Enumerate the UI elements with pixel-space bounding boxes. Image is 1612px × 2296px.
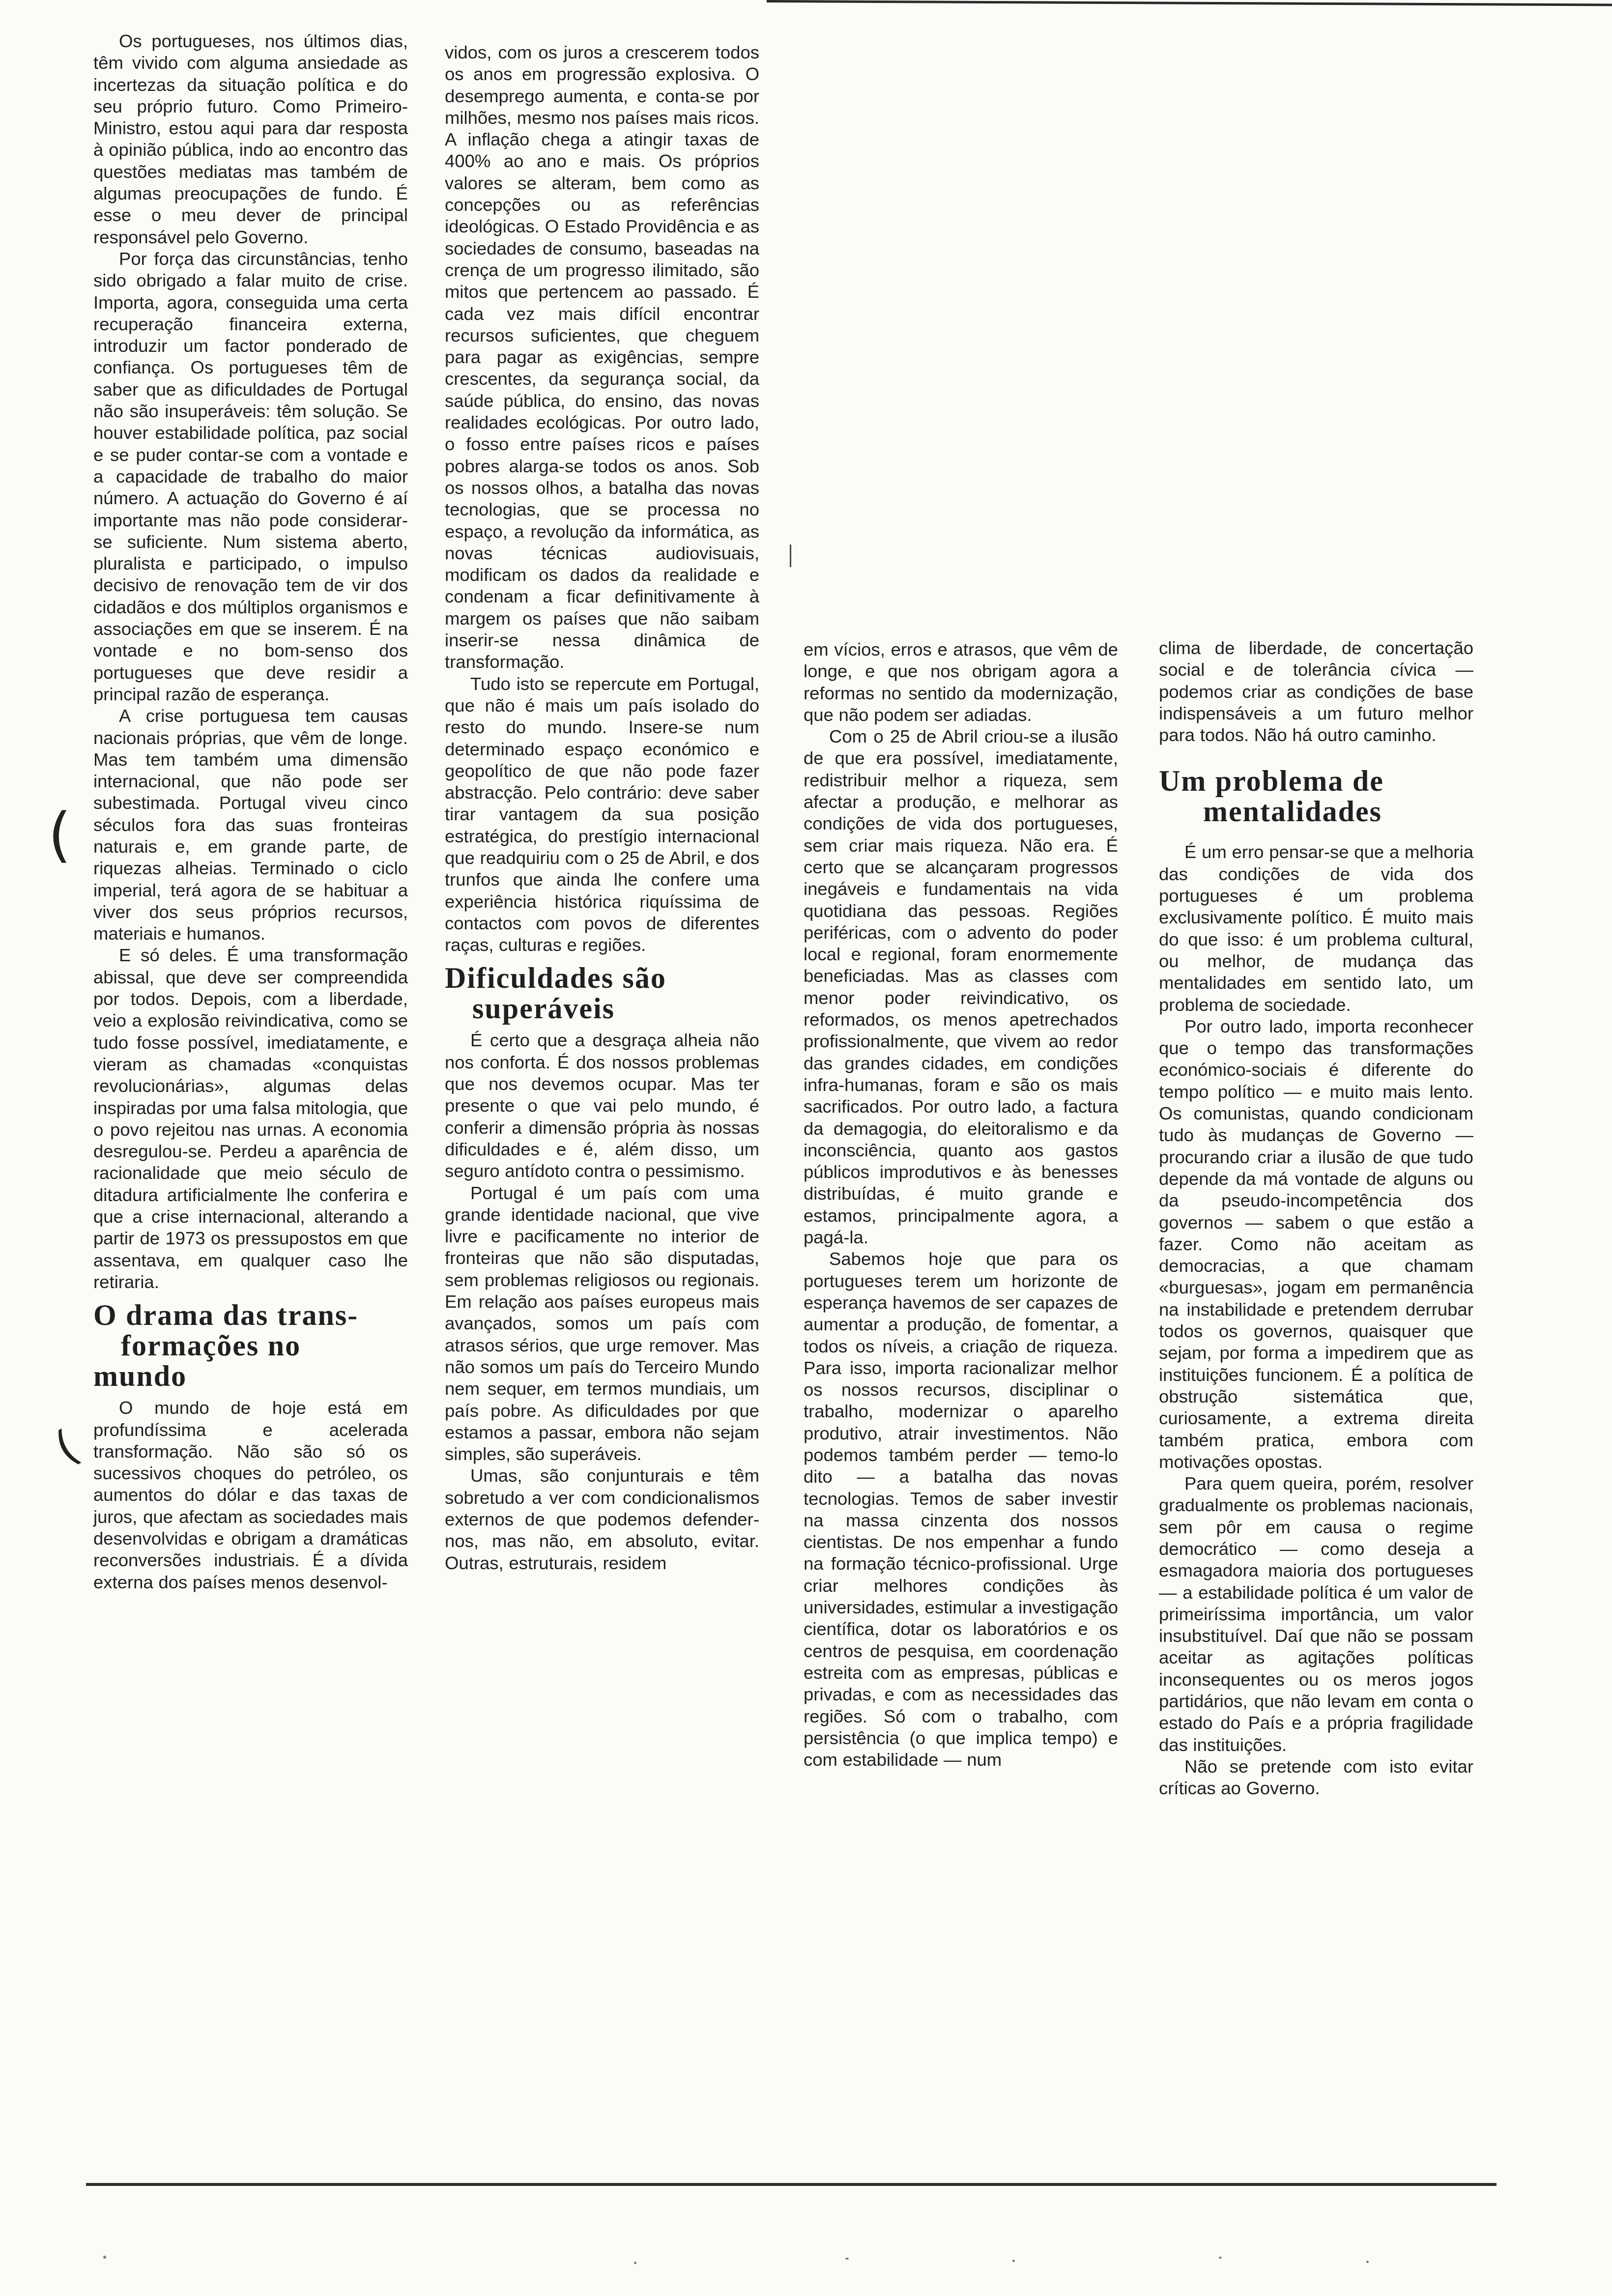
paragraph-continuation: vidos, com os juros a crescerem todos os anos em progressão explosiva. O desemprego aumenta, e conta-se por milhões, mesmo nos países mais ricos. A inflação chega a atingir taxas de 400% ao ano e mais. Os próprios valores se alteram, bem como as concepções ou as referências ideológicas. O Estado Providência e as sociedades de consumo, baseadas na crença de um progresso ilimitado, são mitos que pertencem ao passado. É cada vez mais difícil encontrar recursos suficientes, que cheguem para pagar as exigências, sempre crescentes, da segurança social, da saúde pública, do ensino, das novas realidades ecológicas. Por outro lado, o fosso entre países ricos e países pobres alarga-se todos os anos. Sob os nossos olhos, a batalha das novas tecnologias, que se processa no espaço, a revolução da informática, as novas técnicas audiovisuais, modificam os dados da realidade e condenam a ficar definitivamente à margem os países que não saibam inserir-se nessa dinâmica de transformação. (445, 42, 759, 672)
paragraph: Portugal é um país com uma grande identidade nacional, que vive livre e pacificamente no interior de fronteiras que não são disputadas, sem problemas religiosos ou regionais. Em relação aos países europeus mais avançados, somos um país com atrasos sérios, que urge remover. Mas não somos um país do Terceiro Mundo nem sequer, em termos mundiais, um país pobre. As dificuldades por que estamos a passar, embora não sejam simples, são superáveis. (445, 1182, 759, 1464)
scan-speck (845, 2258, 849, 2260)
subheading-line: formações no (121, 1329, 301, 1362)
subheading-line: mundo (93, 1360, 187, 1393)
article-column-3 (804, 639, 1118, 1771)
article-column-2 (445, 42, 759, 1574)
paragraph: A crise portuguesa tem causas nacionais próprias, que vêm de longe. Mas tem também uma dimensão internacional, que não pode ser subestimada. Portugal viveu cinco séculos fora das suas fronteiras naturais e, em grande parte, de riquezas alheias. Terminado o ciclo imperial, terá agora de se habituar a viver dos seus próprios recursos, materiais e humanos. (93, 706, 408, 944)
paragraph: Por força das circunstâncias, tenho sido obrigado a falar muito de crise. Importa, agora, conseguida uma certa recuperação financeira externa, introduzir um factor ponderado de confiança. Os portugueses têm de saber que as dificuldades de Portugal não são insuperáveis: têm solução. Se houver estabilidade política, paz social e se puder contar-se com a vontade e a capacidade de trabalho do maior número. A actuação do Governo é aí importante mas não pode considerar-se suficiente. Num sistema aberto, pluralista e participado, o impulso decisivo de renovação tem de vir dos cidadãos e dos múltiplos organismos e associações em que se inserem. É na vontade e no bom-senso dos portugueses que deve residir a principal razão de esperança. (93, 248, 408, 704)
subheading-problema-mentalidades (1159, 766, 1473, 827)
top-page-rule (767, 0, 1612, 6)
scan-speck (103, 2256, 106, 2259)
paragraph: Tudo isto se repercute em Portugal, que não é mais um país isolado do resto do mundo. Insere-se num determinado espaço económico e geopolítico de que não pode fazer abstracção. Pelo contrário: deve saber tirar vantagem da sua posição estratégica, do prestígio internacional que readquiriu com o 25 de Abril, e dos trunfos que ainda lhe confere uma experiência histórica riquíssima de contactos com povos de diferentes raças, culturas e regiões. (445, 673, 759, 955)
paragraph: O mundo de hoje está em profundíssima e acelerada transformação. Não são só os sucessivos choques do petróleo, os aumentos do dólar e das taxas de juros, que afectam as sociedades mais desenvolvidas e obrigam a dramáticas reconversões industriais. É a dívida externa dos países menos desenvol- (93, 1398, 408, 1592)
subheading-line: superáveis (472, 992, 615, 1025)
article-column-1 (93, 30, 408, 1593)
paragraph: E só deles. É uma transformação abissal, que deve ser compreendida por todos. Depois, com a liberdade, veio a explosão reivindicativa, como se tudo fosse possível, imediatamente, e vieram as chamadas «conquistas revolucionárias», algumas delas inspiradas por uma falsa mitologia, que o povo rejeitou nas urnas. A economia desregulou-se. Perdeu a aparência de racionalidade que meio século de ditadura artificialmente lhe conferira e que a crise internacional, alterando a partir de 1973 os pressupostos em que assentava, em qualquer caso lhe retiraria. (93, 945, 408, 1292)
paragraph: É certo que a desgraça alheia não nos conforta. É dos nossos problemas que nos devemos ocupar. Mas ter presente o que vai pelo mundo, é conferir a dimensão própria às nossas dificuldades e é, além disso, um seguro antídoto contra o pessimismo. (445, 1030, 759, 1181)
paragraph: Para quem queira, porém, resolver gradualmente os problemas nacionais, sem pôr em causa o regime democrático — como deseja a esmagadora maioria dos portugueses — a estabilidade política é um valor de primeiríssima importância, um valor insubstituível. Daí que não se possam aceitar as agitações políticas inconsequentes ou os meros jogos partidários, que não levam em conta o estado do País e a própria fragilidade das instituições. (1159, 1473, 1473, 1755)
scan-speck (1366, 2261, 1369, 2263)
scan-speck (634, 2262, 636, 2264)
subheading-drama-transformacoes (93, 1300, 408, 1391)
bottom-page-rule (86, 2183, 1497, 2186)
paragraph: Com o 25 de Abril criou-se a ilusão de que era possível, imediatamente, redistribuir melhor a riqueza, sem afectar a produção, e melhorar as condições de vida dos portugueses, sem criar mais riqueza. Não era. É certo que se alcançaram progressos inegáveis e fundamentais na vida quotidiana das pessoas. Regiões periféricas, com o advento do poder local e regional, foram enormemente beneficiadas. Mas as classes com menor poder reivindicativo, os reformados, os menos apetrechados profissionalmente, que vivem ao redor das grandes cidades, em condições infra-humanas, foram e são os mais sacrificados. Por outro lado, a factura da demagogia, do eleitoralismo e da inconsciência, quanto aos gastos públicos improdutivos e às benesses distribuídas, é muito grande e estamos, principalmente agora, a pagá-la. (804, 726, 1118, 1248)
hole-punch-mark-icon: ( (46, 1420, 87, 1474)
subheading-line: Um problema de (1159, 765, 1384, 798)
paragraph: Por outro lado, importa reconhecer que o tempo das transformações económico-sociais é diferente do tempo político — e muito mais lento. Os comunistas, quando condicionam tudo às mudanças de Governo — procurando criar a ilusão de que tudo depende da má vontade de alguns ou da pseudo-incompetência dos governos — sabem o que estão a fazer. Como não aceitam as democracias, a que chamam «burguesas», jogam em permanência na instabilidade e pretendem derrubar todos os governos, quaisquer que sejam, por forma a impedirem que as instituições funcionem. É a política de obstrução sistemática que, curiosamente, a extrema direita também pratica, embora com motivações opostas. (1159, 1016, 1473, 1472)
scan-noise (0, 2251, 1612, 2280)
subheading-line: O drama das trans- (93, 1299, 359, 1332)
article-column-4 (1159, 637, 1473, 1800)
scan-speck (1219, 2257, 1222, 2259)
paragraph: É um erro pensar-se que a melhoria das condições de vida dos portugueses é um problema exclusivamente político. É muito mais do que isso: é um problema cultural, ou melhor, de mudança das mentalidades em sentido lato, um problema de sociedade. (1159, 842, 1473, 1015)
subheading-line: mentalidades (1203, 795, 1382, 828)
subheading-dificuldades-superaveis (445, 963, 759, 1024)
paragraph-continuation: em vícios, erros e atrasos, que vêm de longe, e que nos obrigam agora a reformas no sentido da modernização, que não podem ser adiadas. (804, 639, 1118, 725)
scan-tick-mark (790, 545, 791, 567)
paragraph: Os portugueses, nos últimos dias, têm vivido com alguma ansiedade as incertezas da situação política e do seu próprio futuro. Como Primeiro-Ministro, estou aqui para dar resposta à opinião pública, indo ao encontro das questões mediatas mas também de algumas preocupações de fundo. É esse o meu dever de principal responsável pelo Governo. (93, 31, 408, 247)
scan-speck (1012, 2260, 1015, 2262)
paragraph: Sabemos hoje que para os portugueses terem um horizonte de esperança havemos de ser capazes de aumentar a produção, de fomentar, a todos os níveis, a criação de riqueza. Para isso, importa racionalizar melhor os nossos recursos, disciplinar o trabalho, modernizar o aparelho produtivo, atrair investimentos. Não podemos também perder — temo-lo dito — a batalha das novas tecnologias. Temos de saber investir na massa cinzenta dos nossos cientistas. De nos empenhar a fundo na formação técnico-profissional. Urge criar melhores condições às universidades, estimular a investigação científica, dotar os laboratórios e os centros de pesquisa, em coordenação estreita com as empresas, públicas e privadas, e com as necessidades das regiões. Só com o trabalho, com persistência (o que implica tempo) e com estabilidade — num (804, 1249, 1118, 1770)
paragraph-continuation: clima de liberdade, de concertação social e de tolerância cívica — podemos criar as condições de base indispensáveis a um futuro melhor para todos. Não há outro caminho. (1159, 638, 1473, 746)
hole-punch-mark-icon: ( (48, 801, 71, 869)
subheading-line: Dificuldades são (445, 962, 666, 995)
paragraph: Não se pretende com isto evitar críticas ao Governo. (1159, 1756, 1473, 1799)
paragraph: Umas, são conjunturais e têm sobretudo a ver com condicionalismos externos de que podemos defender-nos, mas não, em absoluto, evitar. Outras, estruturais, residem (445, 1465, 759, 1573)
